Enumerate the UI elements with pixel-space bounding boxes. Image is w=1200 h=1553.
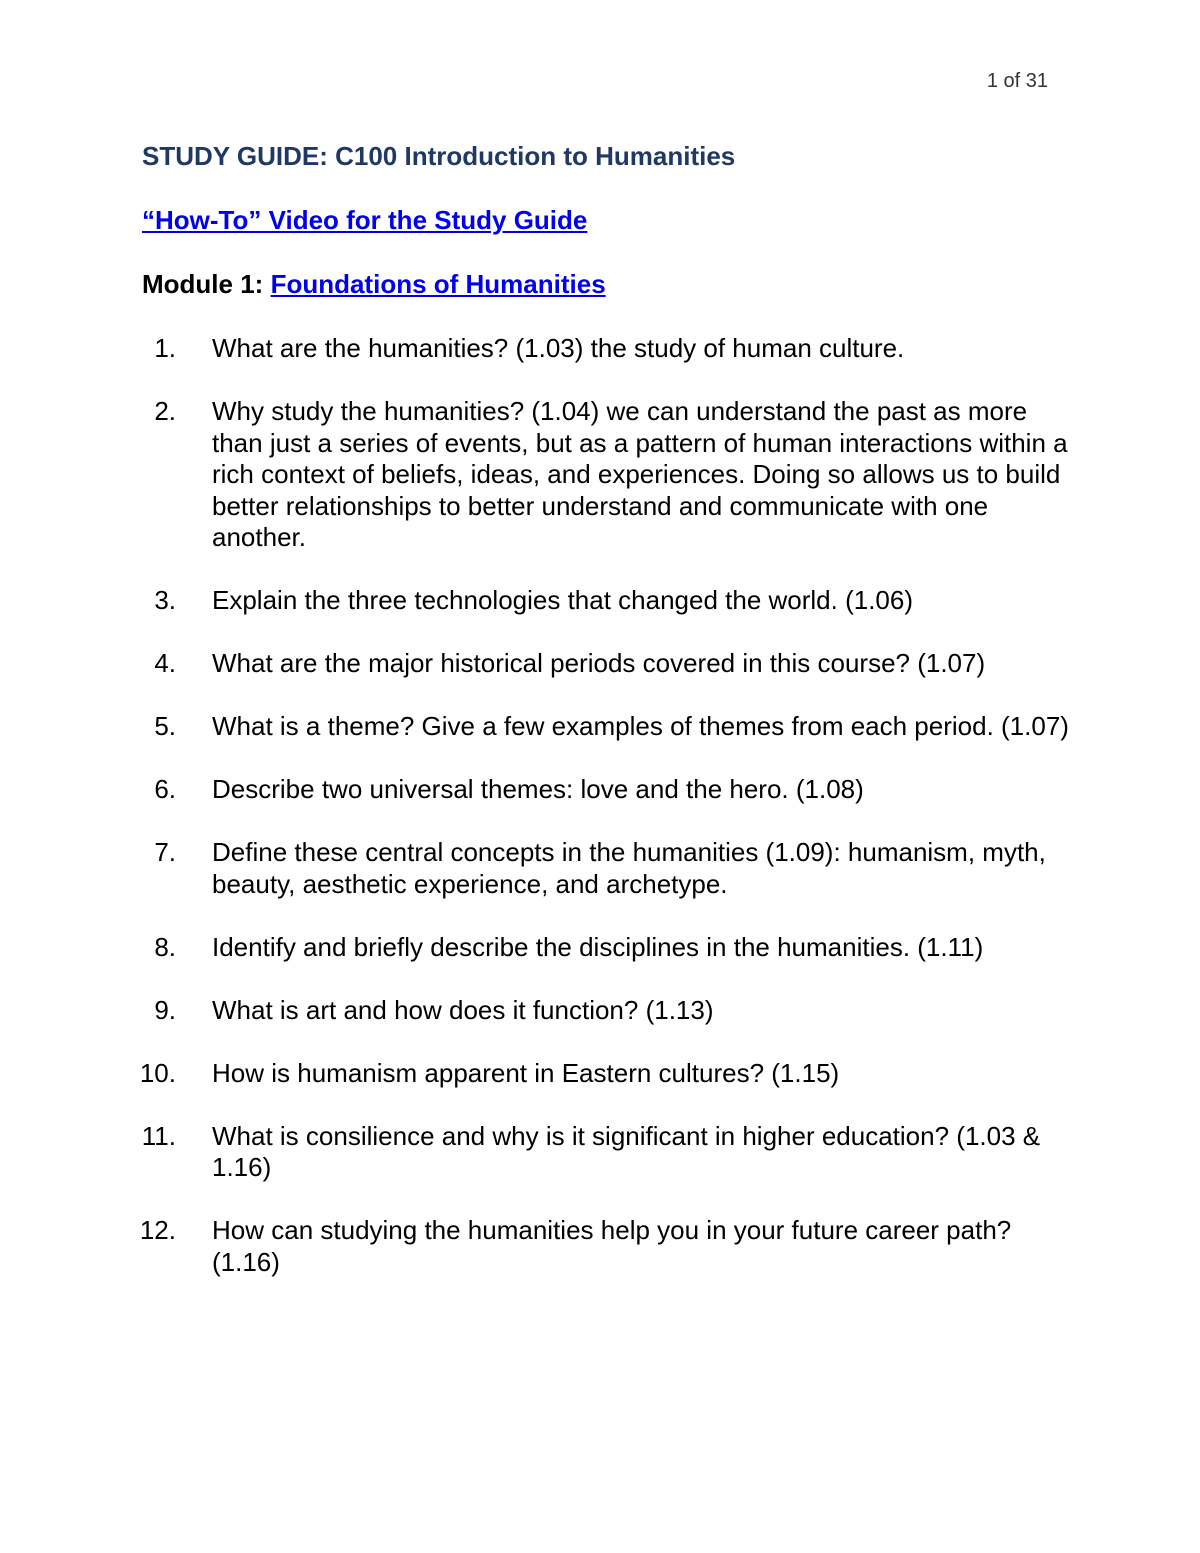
module-heading — [142, 269, 606, 300]
question-list — [0, 333, 1200, 1310]
question-text: How can studying the humanities help you in your future career path? (1.16) — [212, 1215, 1012, 1277]
how-to-video-link[interactable]: “How-To” Video for the Study Guide — [142, 205, 588, 235]
question-item — [0, 1215, 1200, 1278]
question-item — [0, 1058, 1200, 1090]
module-label: Module 1: — [142, 269, 271, 299]
question-item — [0, 648, 1200, 680]
question-item — [0, 995, 1200, 1027]
module-link[interactable]: Foundations of Humanities — [270, 269, 606, 299]
document-title: STUDY GUIDE: C100 Introduction to Humanities — [142, 141, 736, 171]
question-number: 12. — [139, 1215, 176, 1245]
question-number: 7. — [154, 837, 176, 867]
question-number: 10. — [139, 1057, 176, 1088]
question-number: 5. — [154, 711, 176, 741]
question-number: 2. — [154, 396, 176, 426]
question-text: Define these central concepts in the humanities (1.09): humanism, myth, beauty, aesthetic experience, and archetype. — [212, 837, 1046, 899]
question-item — [0, 837, 1200, 900]
question-text: Explain the three technologies that changed the world. (1.06) — [212, 585, 914, 615]
question-number: 3. — [154, 585, 176, 615]
question-text: What is art and how does it function? (1.13) — [212, 994, 714, 1025]
question-number: 8. — [154, 931, 176, 962]
question-number: 6. — [154, 774, 176, 804]
question-item — [0, 585, 1200, 617]
question-text: What are the humanities? (1.03) the study of human culture. — [212, 333, 905, 363]
question-item — [0, 932, 1200, 964]
question-item — [0, 1121, 1200, 1184]
question-item — [0, 774, 1200, 806]
page-number: 1 of 31 — [986, 70, 1048, 92]
question-text: Describe two universal themes: love and the hero. (1.08) — [212, 774, 864, 804]
question-number: 9. — [154, 994, 176, 1025]
question-text: What is a theme? Give a few examples of themes from each period. (1.07) — [212, 711, 1069, 741]
question-text: How is humanism apparent in Eastern cultures? (1.15) — [212, 1057, 840, 1088]
question-text: What is consilience and why is it significant in higher education? (1.03 & 1.16) — [212, 1120, 1041, 1182]
question-number: 4. — [154, 648, 176, 678]
question-item — [0, 711, 1200, 743]
question-text: Identify and briefly describe the disciplines in the humanities. (1.11) — [212, 931, 984, 962]
question-number: 11. — [141, 1120, 176, 1151]
question-item — [0, 333, 1200, 365]
question-text: Why study the humanities? (1.04) we can understand the past as more than just a series of events, but as a pattern of human interactions within a rich context of beliefs, ideas, and experiences. Doing so allows us to build better relationships to better understand and communicate with one another. — [212, 396, 1068, 552]
question-text: What are the major historical periods covered in this course? (1.07) — [212, 648, 986, 678]
question-number: 1. — [154, 333, 176, 363]
question-item — [0, 396, 1200, 554]
